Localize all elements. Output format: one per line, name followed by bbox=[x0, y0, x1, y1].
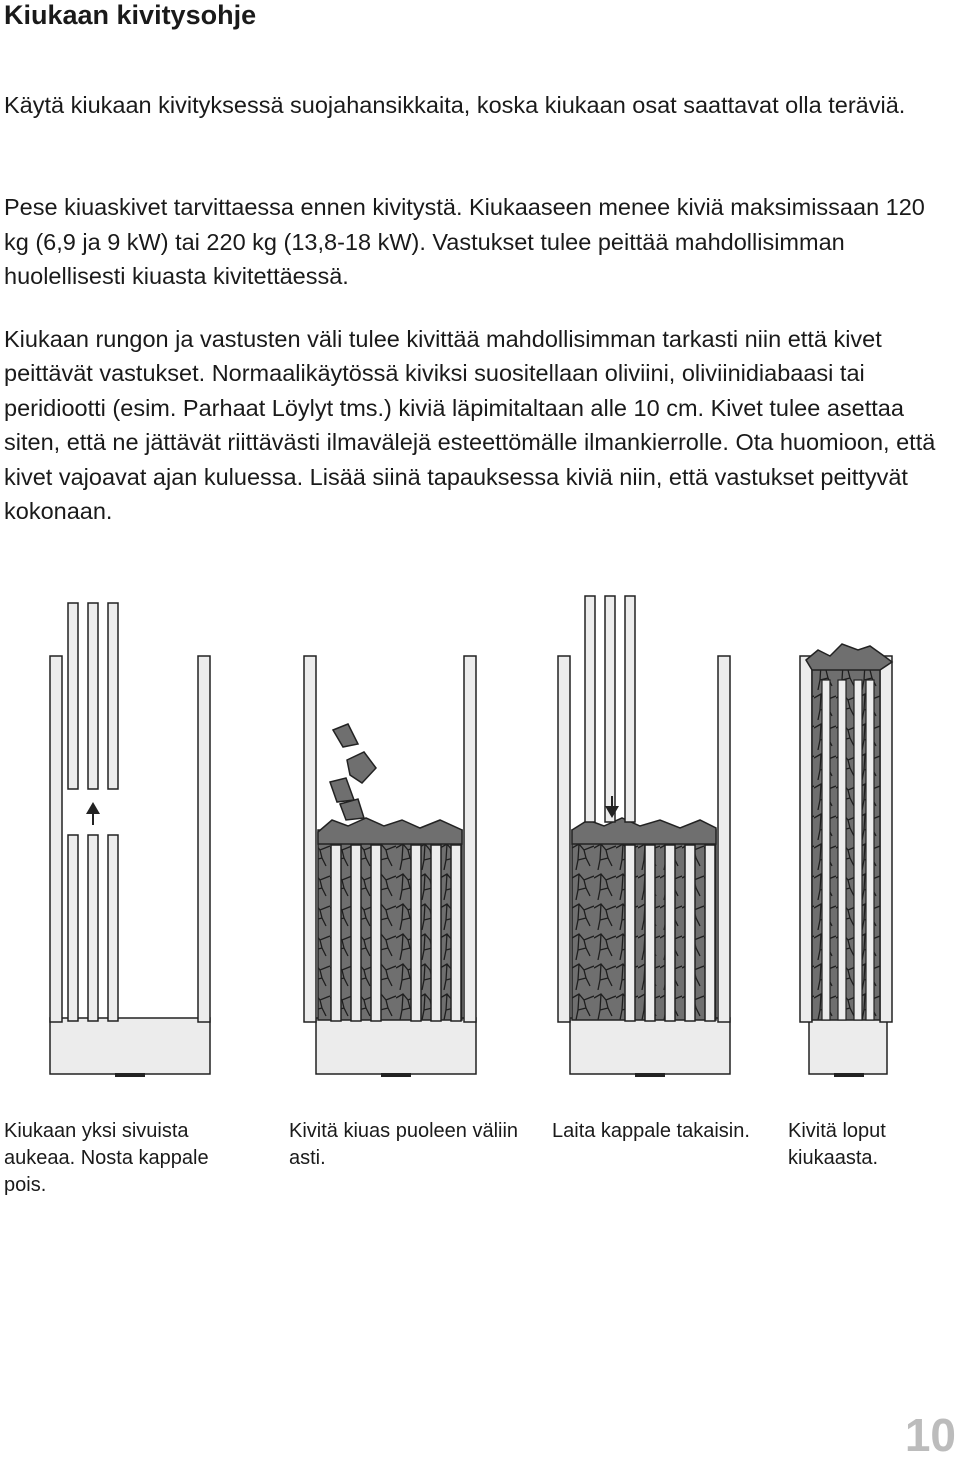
arrow-up-icon bbox=[86, 802, 100, 825]
page-title: Kiukaan kivitysohje bbox=[4, 0, 257, 30]
stove-figure-1 bbox=[50, 603, 210, 1077]
paragraph-gloves: Käytä kiukaan kivityksessä suojahansikkaita, koska kiukaan osat saattavat olla teräviä. bbox=[4, 92, 906, 118]
stove-figure-4 bbox=[800, 644, 892, 1077]
page-number: 10 bbox=[904, 1409, 956, 1461]
caption-step-2: Kivitä kiuas puoleen väliin asti. bbox=[289, 1120, 519, 1169]
caption-step-3: Laita kappale takaisin. bbox=[552, 1120, 750, 1142]
paragraph-stone-placement: Kiukaan rungon ja vastusten väli tulee kivittää mahdollisimman tarkasti niin että kivet peittävät vastukset. Normaalikäytössä kiviksi suositellaan oliviini, oliviinidiabaasi tai peridiootti (esim. Parhaat Löylyt tms.) kiviä läpimitaltaan alle 10 cm. Kivet tulee asettaa siten, että ne jättävät riittävästi ilmavälejä esteettömälle ilmankierrolle. Ota huomioon, että kivet vajoavat ajan kuluessa. Lisää siinä tapauksessa kiviä niin, että vastukset peittyvät kokonaan. bbox=[4, 326, 936, 525]
stove-figure-2 bbox=[304, 656, 476, 1077]
stove-figure-3 bbox=[558, 596, 730, 1077]
caption-step-4: Kivitä loput kiukaasta. bbox=[788, 1120, 886, 1169]
paragraph-wash-stones: Pese kiuaskivet tarvittaessa ennen kivitystä. Kiukaaseen menee kiviä maksimissaan 120 kg (6,9 ja 9 kW) tai 220 kg (13,8-18 kW). Vastukset tulee peittää mahdollisimman huolellisesti kiuasta kivitettäessä. bbox=[4, 194, 925, 289]
caption-step-1: Kiukaan yksi sivuista aukeaa. Nosta kappale pois. bbox=[4, 1120, 209, 1196]
